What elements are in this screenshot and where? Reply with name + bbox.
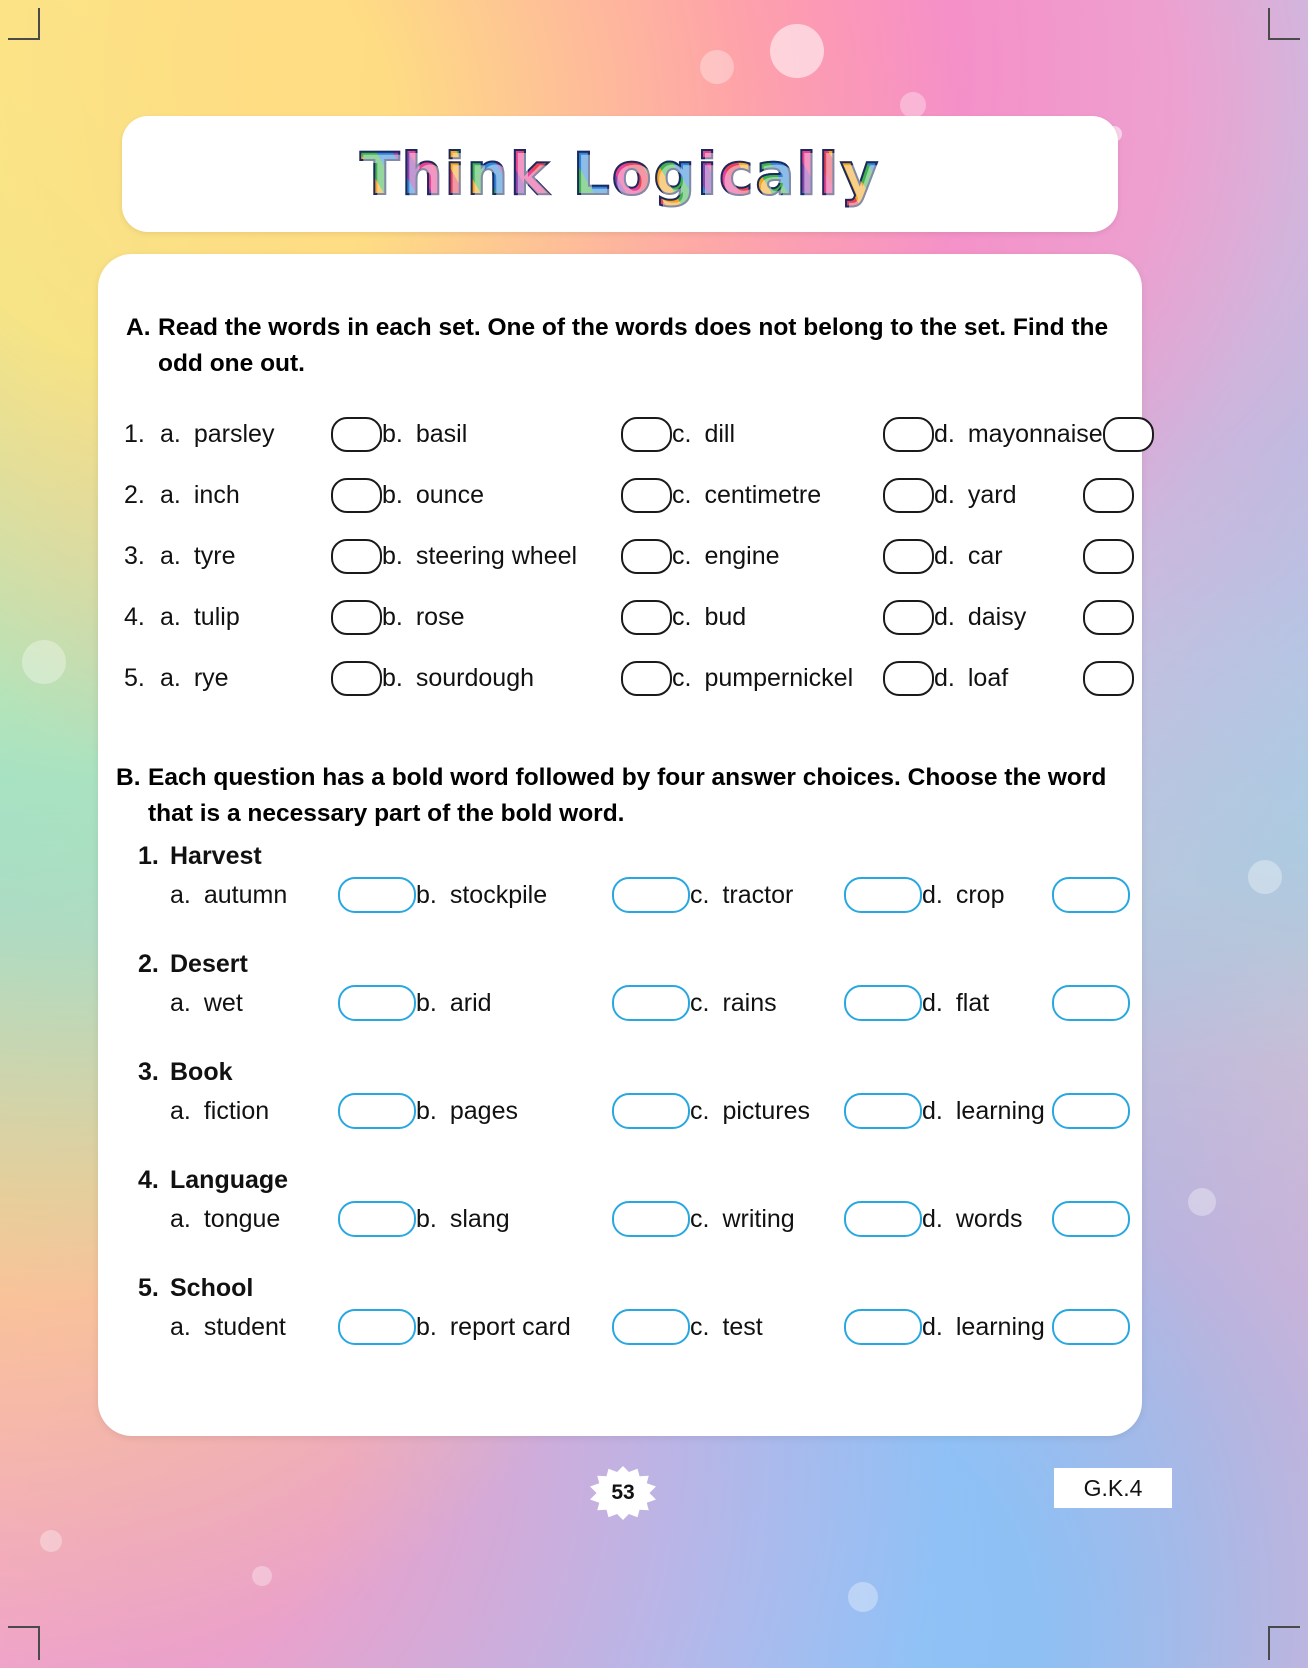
- option-word: rye: [193, 664, 229, 692]
- question-group: [138, 1274, 1138, 1345]
- question-number: 2.: [138, 950, 159, 978]
- answer-option[interactable]: [170, 1201, 416, 1237]
- answer-oval[interactable]: [621, 661, 672, 696]
- option-word: centimetre: [704, 481, 822, 509]
- option-word: writing: [722, 1204, 795, 1233]
- title-banner: [122, 116, 1118, 232]
- answer-option[interactable]: [934, 478, 1134, 513]
- question-group: [138, 950, 1138, 1021]
- option-word: pumpernickel: [704, 664, 854, 692]
- answer-oval[interactable]: [883, 600, 934, 635]
- choice-row: [138, 1201, 1138, 1237]
- option-word: student: [203, 1312, 286, 1341]
- question-prompt-word: Desert: [170, 950, 248, 978]
- option-word: arid: [449, 988, 492, 1017]
- option-letter: a.: [170, 1312, 191, 1341]
- option-word: engine: [704, 542, 780, 570]
- option-word: tyre: [193, 542, 236, 570]
- option-letter: d.: [934, 481, 955, 509]
- question-number: 1.: [124, 420, 145, 448]
- option-letter: d.: [922, 1204, 943, 1233]
- question-number: 4.: [124, 603, 145, 631]
- answer-oval[interactable]: [331, 661, 382, 696]
- option-word: learning: [955, 1312, 1045, 1341]
- answer-option[interactable]: [672, 600, 934, 635]
- answer-option[interactable]: [672, 417, 934, 452]
- table-row: [124, 526, 1134, 587]
- crop-mark: [38, 1628, 40, 1660]
- answer-option[interactable]: [416, 877, 690, 913]
- bokeh-circle: [900, 92, 926, 118]
- table-row: [124, 648, 1134, 709]
- option-letter: d.: [934, 542, 955, 570]
- answer-option[interactable]: [170, 1309, 416, 1345]
- answer-option[interactable]: [690, 877, 922, 913]
- question-title: [138, 1166, 1138, 1195]
- answer-oval[interactable]: [844, 877, 922, 913]
- answer-oval[interactable]: [621, 600, 672, 635]
- option-letter: a.: [170, 880, 191, 909]
- option-word: pictures: [722, 1096, 810, 1125]
- option-letter: c.: [690, 880, 710, 909]
- option-word: fiction: [203, 1096, 270, 1125]
- option-word: rose: [415, 603, 465, 631]
- worksheet-card: [98, 254, 1142, 1436]
- option-letter: b.: [416, 880, 437, 909]
- answer-oval[interactable]: [1083, 478, 1134, 513]
- answer-option[interactable]: [922, 1093, 1130, 1129]
- option-word: tongue: [203, 1204, 281, 1233]
- answer-oval[interactable]: [844, 1309, 922, 1345]
- answer-option[interactable]: [672, 661, 934, 696]
- answer-option[interactable]: [170, 1093, 416, 1129]
- option-letter: b.: [416, 1204, 437, 1233]
- option-word: mayonnaise: [967, 420, 1103, 448]
- answer-oval[interactable]: [338, 877, 416, 913]
- answer-oval[interactable]: [883, 539, 934, 574]
- question-group: [138, 842, 1138, 913]
- section-b-heading: [116, 760, 1132, 833]
- question-title: [138, 1058, 1138, 1087]
- crop-mark: [8, 38, 40, 40]
- option-word: tulip: [193, 603, 240, 631]
- answer-oval[interactable]: [612, 877, 690, 913]
- question-number: 3.: [138, 1058, 159, 1086]
- option-letter: a.: [170, 1204, 191, 1233]
- option-letter: b.: [382, 664, 403, 692]
- answer-option[interactable]: [690, 1093, 922, 1129]
- answer-oval[interactable]: [331, 417, 382, 452]
- section-a-questions: [124, 404, 1134, 709]
- bokeh-circle: [770, 24, 824, 78]
- option-word: sourdough: [415, 664, 535, 692]
- answer-option[interactable]: [170, 985, 416, 1021]
- answer-oval[interactable]: [612, 985, 690, 1021]
- question-number: 3.: [124, 542, 145, 570]
- question-prompt-word: Book: [170, 1058, 233, 1086]
- answer-oval[interactable]: [621, 539, 672, 574]
- option-word: pages: [449, 1096, 518, 1125]
- option-letter: a.: [160, 420, 181, 448]
- option-letter: c.: [690, 1096, 710, 1125]
- crop-mark: [38, 8, 40, 40]
- question-number: 1.: [138, 842, 159, 870]
- option-letter: c.: [672, 542, 692, 570]
- option-word: words: [955, 1204, 1023, 1233]
- question-prompt-word: Harvest: [170, 842, 262, 870]
- answer-oval[interactable]: [621, 478, 672, 513]
- bokeh-circle: [40, 1530, 62, 1552]
- option-letter: a.: [170, 988, 191, 1017]
- answer-option[interactable]: [160, 600, 382, 635]
- choice-row: [138, 877, 1138, 913]
- option-letter: d.: [922, 880, 943, 909]
- table-row: [124, 404, 1134, 465]
- option-word: steering wheel: [415, 542, 578, 570]
- answer-option[interactable]: [160, 539, 382, 574]
- answer-oval[interactable]: [1052, 985, 1130, 1021]
- option-letter: b.: [382, 481, 403, 509]
- option-word: report card: [449, 1312, 571, 1341]
- answer-oval[interactable]: [612, 1093, 690, 1129]
- option-letter: b.: [382, 603, 403, 631]
- option-letter: c.: [672, 481, 692, 509]
- answer-oval[interactable]: [1083, 661, 1134, 696]
- option-letter: c.: [672, 603, 692, 631]
- section-b-letter: B.: [116, 764, 141, 791]
- answer-option[interactable]: [382, 478, 672, 513]
- section-a-instruction: Read the words in each set. One of the words does not belong to the set. Find the odd one out.: [158, 314, 1109, 378]
- option-word: inch: [193, 481, 240, 509]
- option-word: learning: [955, 1096, 1045, 1125]
- answer-oval[interactable]: [338, 1093, 416, 1129]
- question-number: 4.: [138, 1166, 159, 1194]
- option-word: ounce: [415, 481, 484, 509]
- answer-option[interactable]: [922, 985, 1130, 1021]
- table-row: [124, 587, 1134, 648]
- answer-option[interactable]: [416, 985, 690, 1021]
- question-number: 2.: [124, 481, 145, 509]
- answer-oval[interactable]: [338, 1201, 416, 1237]
- option-word: daisy: [967, 603, 1027, 631]
- option-word: rains: [722, 988, 777, 1017]
- option-letter: a.: [160, 664, 181, 692]
- question-number: 5.: [138, 1274, 159, 1302]
- option-letter: a.: [160, 542, 181, 570]
- page-number-badge: [590, 1466, 656, 1520]
- answer-option[interactable]: [382, 539, 672, 574]
- option-word: parsley: [193, 420, 275, 448]
- option-letter: b.: [382, 420, 403, 448]
- answer-oval[interactable]: [844, 1201, 922, 1237]
- option-word: car: [967, 542, 1003, 570]
- answer-option[interactable]: [934, 661, 1134, 696]
- bokeh-circle: [700, 50, 734, 84]
- answer-option[interactable]: [160, 478, 382, 513]
- question-prompt-word: Language: [170, 1166, 289, 1194]
- choice-row: [138, 1309, 1138, 1345]
- choice-row: [138, 985, 1138, 1021]
- crop-mark: [1268, 38, 1300, 40]
- answer-option[interactable]: [922, 1309, 1130, 1345]
- option-letter: a.: [170, 1096, 191, 1125]
- bokeh-circle: [22, 640, 66, 684]
- option-letter: c.: [690, 988, 710, 1017]
- answer-oval[interactable]: [331, 600, 382, 635]
- answer-option[interactable]: [690, 1309, 922, 1345]
- option-letter: c.: [690, 1204, 710, 1233]
- answer-option[interactable]: [672, 478, 934, 513]
- bokeh-circle: [848, 1582, 878, 1612]
- answer-oval[interactable]: [612, 1201, 690, 1237]
- answer-option[interactable]: [416, 1093, 690, 1129]
- crop-mark: [1268, 1626, 1300, 1628]
- answer-option[interactable]: [416, 1309, 690, 1345]
- answer-option[interactable]: [160, 661, 382, 696]
- section-b-instruction: Each question has a bold word followed by four answer choices. Choose the word that is a necessary part of the bold word.: [148, 764, 1107, 828]
- table-row: [124, 465, 1134, 526]
- crop-mark: [1268, 8, 1270, 40]
- option-letter: d.: [934, 603, 955, 631]
- option-word: crop: [955, 880, 1005, 909]
- answer-oval[interactable]: [1083, 539, 1134, 574]
- option-word: slang: [449, 1204, 510, 1233]
- answer-option[interactable]: [922, 1201, 1130, 1237]
- answer-option[interactable]: [416, 1201, 690, 1237]
- answer-option[interactable]: [922, 877, 1130, 913]
- option-letter: d.: [922, 1096, 943, 1125]
- option-letter: d.: [934, 664, 955, 692]
- page-number: 53: [611, 1481, 635, 1504]
- answer-oval[interactable]: [338, 1309, 416, 1345]
- answer-oval[interactable]: [1083, 600, 1134, 635]
- option-letter: d.: [922, 988, 943, 1017]
- question-title: [138, 950, 1138, 979]
- answer-option[interactable]: [160, 417, 382, 452]
- option-letter: c.: [690, 1312, 710, 1341]
- answer-oval[interactable]: [883, 661, 934, 696]
- footer-code: G.K.4: [1054, 1468, 1172, 1508]
- section-a-heading: [126, 310, 1132, 383]
- question-title: [138, 842, 1138, 871]
- option-letter: b.: [416, 988, 437, 1017]
- answer-option[interactable]: [934, 417, 1134, 452]
- choice-row: [138, 1093, 1138, 1129]
- option-word: flat: [955, 988, 990, 1017]
- answer-option[interactable]: [934, 600, 1134, 635]
- answer-oval[interactable]: [844, 1093, 922, 1129]
- answer-option[interactable]: [690, 1201, 922, 1237]
- answer-option[interactable]: [382, 661, 672, 696]
- option-word: loaf: [967, 664, 1009, 692]
- answer-oval[interactable]: [1103, 417, 1154, 452]
- option-letter: a.: [160, 481, 181, 509]
- option-word: dill: [704, 420, 736, 448]
- bokeh-circle: [1248, 860, 1282, 894]
- option-word: autumn: [203, 880, 288, 909]
- answer-oval[interactable]: [1052, 1309, 1130, 1345]
- answer-option[interactable]: [690, 985, 922, 1021]
- answer-oval[interactable]: [883, 417, 934, 452]
- option-word: yard: [967, 481, 1017, 509]
- option-letter: d.: [922, 1312, 943, 1341]
- answer-oval[interactable]: [338, 985, 416, 1021]
- option-letter: b.: [382, 542, 403, 570]
- option-word: basil: [415, 420, 468, 448]
- answer-option[interactable]: [382, 600, 672, 635]
- page-title: Think Logically: [359, 140, 881, 208]
- answer-oval[interactable]: [883, 478, 934, 513]
- option-letter: a.: [160, 603, 181, 631]
- crop-mark: [8, 1626, 40, 1628]
- answer-option[interactable]: [170, 877, 416, 913]
- option-letter: c.: [672, 664, 692, 692]
- answer-oval[interactable]: [331, 539, 382, 574]
- option-word: bud: [704, 603, 747, 631]
- section-a-letter: A.: [126, 314, 151, 341]
- answer-oval[interactable]: [612, 1309, 690, 1345]
- option-word: stockpile: [449, 880, 548, 909]
- question-prompt-word: School: [170, 1274, 254, 1302]
- option-word: tractor: [722, 880, 794, 909]
- answer-oval[interactable]: [1052, 877, 1130, 913]
- crop-mark: [1268, 1628, 1270, 1660]
- answer-oval[interactable]: [1052, 1093, 1130, 1129]
- option-word: test: [722, 1312, 763, 1341]
- bokeh-circle: [1188, 1188, 1216, 1216]
- answer-option[interactable]: [672, 539, 934, 574]
- option-letter: c.: [672, 420, 692, 448]
- question-number: 5.: [124, 664, 145, 692]
- option-letter: b.: [416, 1312, 437, 1341]
- question-group: [138, 1058, 1138, 1129]
- section-b-questions: [138, 842, 1138, 1382]
- answer-option[interactable]: [934, 539, 1134, 574]
- option-letter: d.: [934, 420, 955, 448]
- answer-oval[interactable]: [844, 985, 922, 1021]
- answer-option[interactable]: [382, 417, 672, 452]
- question-title: [138, 1274, 1138, 1303]
- answer-oval[interactable]: [331, 478, 382, 513]
- option-letter: b.: [416, 1096, 437, 1125]
- question-group: [138, 1166, 1138, 1237]
- bokeh-circle: [252, 1566, 272, 1586]
- option-word: wet: [203, 988, 243, 1017]
- answer-oval[interactable]: [1052, 1201, 1130, 1237]
- answer-oval[interactable]: [621, 417, 672, 452]
